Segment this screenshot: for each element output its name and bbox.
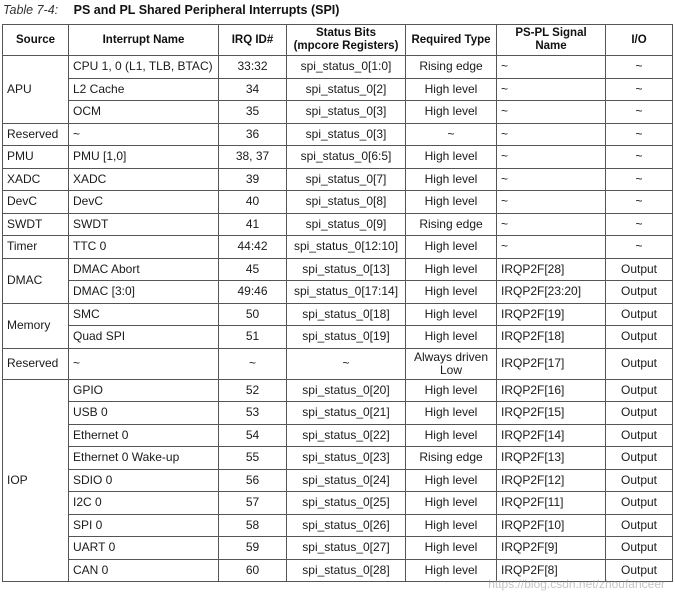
cell-source: Reserved — [3, 123, 69, 146]
header-source: Source — [3, 25, 69, 56]
cell-status-bits: spi_status_0[18] — [287, 303, 406, 326]
cell-required-type: High level — [406, 424, 497, 447]
cell-source: PMU — [3, 146, 69, 169]
cell-io: ~ — [606, 78, 673, 101]
cell-io: ~ — [606, 56, 673, 79]
cell-io: ~ — [606, 168, 673, 191]
cell-source: Memory — [3, 303, 69, 348]
header-required-type: Required Type — [406, 25, 497, 56]
table-row — [3, 236, 673, 259]
cell-interrupt-name: TTC 0 — [69, 236, 219, 259]
cell-signal-name: IRQP2F[15] — [497, 402, 606, 425]
cell-status-bits: spi_status_0[28] — [287, 559, 406, 582]
header-status-bits — [287, 25, 406, 56]
table-title: PS and PL Shared Peripheral Interrupts (SPI) — [73, 3, 340, 17]
cell-io: ~ — [606, 101, 673, 124]
cell-required-type: High level — [406, 303, 497, 326]
cell-io: ~ — [606, 236, 673, 259]
cell-irq-id: 60 — [219, 559, 287, 582]
cell-irq-id: 55 — [219, 447, 287, 470]
cell-required-type: High level — [406, 281, 497, 304]
cell-interrupt-name: ~ — [69, 123, 219, 146]
cell-required-type: High level — [406, 101, 497, 124]
cell-io: ~ — [606, 146, 673, 169]
cell-interrupt-name: I2C 0 — [69, 492, 219, 515]
cell-io: Output — [606, 379, 673, 402]
cell-required-type: High level — [406, 559, 497, 582]
cell-source: DevC — [3, 191, 69, 214]
table-row — [3, 303, 673, 326]
spi-interrupt-table — [2, 24, 673, 582]
header-row — [3, 25, 673, 56]
cell-signal-name: IRQP2F[9] — [497, 537, 606, 560]
cell-required-type: High level — [406, 146, 497, 169]
cell-io: Output — [606, 537, 673, 560]
table-row — [3, 101, 673, 124]
cell-status-bits: spi_status_0[8] — [287, 191, 406, 214]
cell-irq-id: 39 — [219, 168, 287, 191]
cell-interrupt-name: CAN 0 — [69, 559, 219, 582]
cell-interrupt-name: GPIO — [69, 379, 219, 402]
cell-io: Output — [606, 326, 673, 349]
table-row — [3, 379, 673, 402]
cell-irq-id: 57 — [219, 492, 287, 515]
cell-io: ~ — [606, 123, 673, 146]
cell-status-bits: spi_status_0[23] — [287, 447, 406, 470]
cell-irq-id: 36 — [219, 123, 287, 146]
cell-status-bits: spi_status_0[20] — [287, 379, 406, 402]
table-row — [3, 168, 673, 191]
table-row — [3, 492, 673, 515]
cell-io: Output — [606, 469, 673, 492]
cell-status-bits: ~ — [287, 348, 406, 379]
cell-interrupt-name: L2 Cache — [69, 78, 219, 101]
cell-interrupt-name: Quad SPI — [69, 326, 219, 349]
header-ps-pl-signal-name: PS-PL Signal Name — [497, 25, 606, 56]
cell-required-type: Rising edge — [406, 56, 497, 79]
header-status-bits-line1: Status Bits — [315, 27, 377, 39]
cell-signal-name: IRQP2F[10] — [497, 514, 606, 537]
cell-required-type: Always driven Low — [406, 348, 497, 379]
cell-source: XADC — [3, 168, 69, 191]
cell-source: Reserved — [3, 348, 69, 379]
cell-irq-id: 44:42 — [219, 236, 287, 259]
cell-required-type: High level — [406, 326, 497, 349]
cell-required-type: High level — [406, 258, 497, 281]
cell-interrupt-name: XADC — [69, 168, 219, 191]
table-body — [3, 56, 673, 582]
cell-signal-name: IRQP2F[28] — [497, 258, 606, 281]
cell-source: APU — [3, 56, 69, 124]
cell-required-type: Rising edge — [406, 213, 497, 236]
table-caption — [3, 1, 339, 19]
header-interrupt-name: Interrupt Name — [69, 25, 219, 56]
cell-required-type: High level — [406, 402, 497, 425]
cell-interrupt-name: USB 0 — [69, 402, 219, 425]
cell-status-bits: spi_status_0[22] — [287, 424, 406, 447]
cell-status-bits: spi_status_0[26] — [287, 514, 406, 537]
cell-signal-name: ~ — [497, 236, 606, 259]
cell-status-bits: spi_status_0[2] — [287, 78, 406, 101]
cell-interrupt-name: Ethernet 0 — [69, 424, 219, 447]
cell-signal-name: IRQP2F[14] — [497, 424, 606, 447]
cell-required-type: High level — [406, 191, 497, 214]
table-row — [3, 424, 673, 447]
cell-source: Timer — [3, 236, 69, 259]
table-row — [3, 447, 673, 470]
cell-signal-name: ~ — [497, 191, 606, 214]
cell-irq-id: 41 — [219, 213, 287, 236]
cell-status-bits: spi_status_0[13] — [287, 258, 406, 281]
cell-io: Output — [606, 514, 673, 537]
cell-status-bits: spi_status_0[27] — [287, 537, 406, 560]
cell-status-bits: spi_status_0[6:5] — [287, 146, 406, 169]
cell-irq-id: 53 — [219, 402, 287, 425]
cell-io: Output — [606, 258, 673, 281]
watermark-text: https://blog.csdn.net/zhoufanceer — [488, 577, 665, 591]
header-irq-id: IRQ ID# — [219, 25, 287, 56]
cell-irq-id: ~ — [219, 348, 287, 379]
cell-required-type: High level — [406, 514, 497, 537]
cell-status-bits: spi_status_0[1:0] — [287, 56, 406, 79]
cell-interrupt-name: DMAC Abort — [69, 258, 219, 281]
cell-io: Output — [606, 447, 673, 470]
cell-signal-name: IRQP2F[17] — [497, 348, 606, 379]
table-row — [3, 213, 673, 236]
cell-interrupt-name: Ethernet 0 Wake-up — [69, 447, 219, 470]
cell-irq-id: 56 — [219, 469, 287, 492]
cell-required-type: High level — [406, 469, 497, 492]
cell-irq-id: 54 — [219, 424, 287, 447]
cell-required-type: High level — [406, 168, 497, 191]
cell-interrupt-name: CPU 1, 0 (L1, TLB, BTAC) — [69, 56, 219, 79]
cell-interrupt-name: SPI 0 — [69, 514, 219, 537]
cell-status-bits: spi_status_0[21] — [287, 402, 406, 425]
table-row — [3, 123, 673, 146]
cell-signal-name: IRQP2F[12] — [497, 469, 606, 492]
cell-irq-id: 51 — [219, 326, 287, 349]
cell-status-bits: spi_status_0[9] — [287, 213, 406, 236]
cell-irq-id: 45 — [219, 258, 287, 281]
cell-signal-name: ~ — [497, 213, 606, 236]
cell-signal-name: ~ — [497, 146, 606, 169]
cell-interrupt-name: SWDT — [69, 213, 219, 236]
cell-required-type: High level — [406, 537, 497, 560]
cell-signal-name: IRQP2F[23:20] — [497, 281, 606, 304]
cell-status-bits: spi_status_0[24] — [287, 469, 406, 492]
cell-signal-name: IRQP2F[11] — [497, 492, 606, 515]
table-row — [3, 281, 673, 304]
cell-required-type: High level — [406, 236, 497, 259]
cell-io: Output — [606, 281, 673, 304]
cell-irq-id: 58 — [219, 514, 287, 537]
cell-irq-id: 34 — [219, 78, 287, 101]
cell-required-type: High level — [406, 379, 497, 402]
cell-signal-name: IRQP2F[16] — [497, 379, 606, 402]
cell-signal-name: ~ — [497, 123, 606, 146]
cell-io: Output — [606, 559, 673, 582]
cell-signal-name: IRQP2F[18] — [497, 326, 606, 349]
cell-source: DMAC — [3, 258, 69, 303]
cell-required-type: ~ — [406, 123, 497, 146]
cell-interrupt-name: SDIO 0 — [69, 469, 219, 492]
cell-source: IOP — [3, 379, 69, 582]
cell-interrupt-name: SMC — [69, 303, 219, 326]
cell-io: ~ — [606, 191, 673, 214]
cell-irq-id: 59 — [219, 537, 287, 560]
cell-signal-name: ~ — [497, 78, 606, 101]
cell-required-type: High level — [406, 78, 497, 101]
table-row — [3, 537, 673, 560]
cell-required-type: Rising edge — [406, 447, 497, 470]
cell-status-bits: spi_status_0[19] — [287, 326, 406, 349]
cell-source: SWDT — [3, 213, 69, 236]
cell-io: Output — [606, 348, 673, 379]
cell-signal-name: IRQP2F[8] — [497, 559, 606, 582]
cell-io: Output — [606, 402, 673, 425]
table-row — [3, 469, 673, 492]
table-row — [3, 146, 673, 169]
cell-io: ~ — [606, 213, 673, 236]
cell-irq-id: 40 — [219, 191, 287, 214]
cell-irq-id: 49:46 — [219, 281, 287, 304]
header-status-bits-line2: (mpcore Registers) — [293, 40, 399, 52]
cell-signal-name: IRQP2F[19] — [497, 303, 606, 326]
cell-signal-name: ~ — [497, 168, 606, 191]
table-row — [3, 78, 673, 101]
cell-signal-name: ~ — [497, 101, 606, 124]
cell-interrupt-name: OCM — [69, 101, 219, 124]
cell-io: Output — [606, 424, 673, 447]
cell-status-bits: spi_status_0[17:14] — [287, 281, 406, 304]
cell-signal-name: ~ — [497, 56, 606, 79]
cell-interrupt-name: PMU [1,0] — [69, 146, 219, 169]
cell-interrupt-name: UART 0 — [69, 537, 219, 560]
cell-irq-id: 50 — [219, 303, 287, 326]
cell-signal-name: IRQP2F[13] — [497, 447, 606, 470]
cell-status-bits: spi_status_0[3] — [287, 101, 406, 124]
table-row — [3, 56, 673, 79]
cell-status-bits: spi_status_0[3] — [287, 123, 406, 146]
cell-status-bits: spi_status_0[25] — [287, 492, 406, 515]
header-io: I/O — [606, 25, 673, 56]
cell-interrupt-name: DevC — [69, 191, 219, 214]
cell-status-bits: spi_status_0[12:10] — [287, 236, 406, 259]
cell-irq-id: 52 — [219, 379, 287, 402]
table-header — [3, 25, 673, 56]
cell-interrupt-name: ~ — [69, 348, 219, 379]
table-row — [3, 348, 673, 379]
table-row — [3, 326, 673, 349]
cell-irq-id: 33:32 — [219, 56, 287, 79]
cell-required-type: High level — [406, 492, 497, 515]
cell-status-bits: spi_status_0[7] — [287, 168, 406, 191]
table-row — [3, 191, 673, 214]
table-row — [3, 258, 673, 281]
table-row — [3, 514, 673, 537]
cell-io: Output — [606, 303, 673, 326]
cell-irq-id: 38, 37 — [219, 146, 287, 169]
table-number: Table 7-4: — [3, 3, 59, 17]
cell-irq-id: 35 — [219, 101, 287, 124]
cell-io: Output — [606, 492, 673, 515]
cell-interrupt-name: DMAC [3:0] — [69, 281, 219, 304]
table-row — [3, 402, 673, 425]
